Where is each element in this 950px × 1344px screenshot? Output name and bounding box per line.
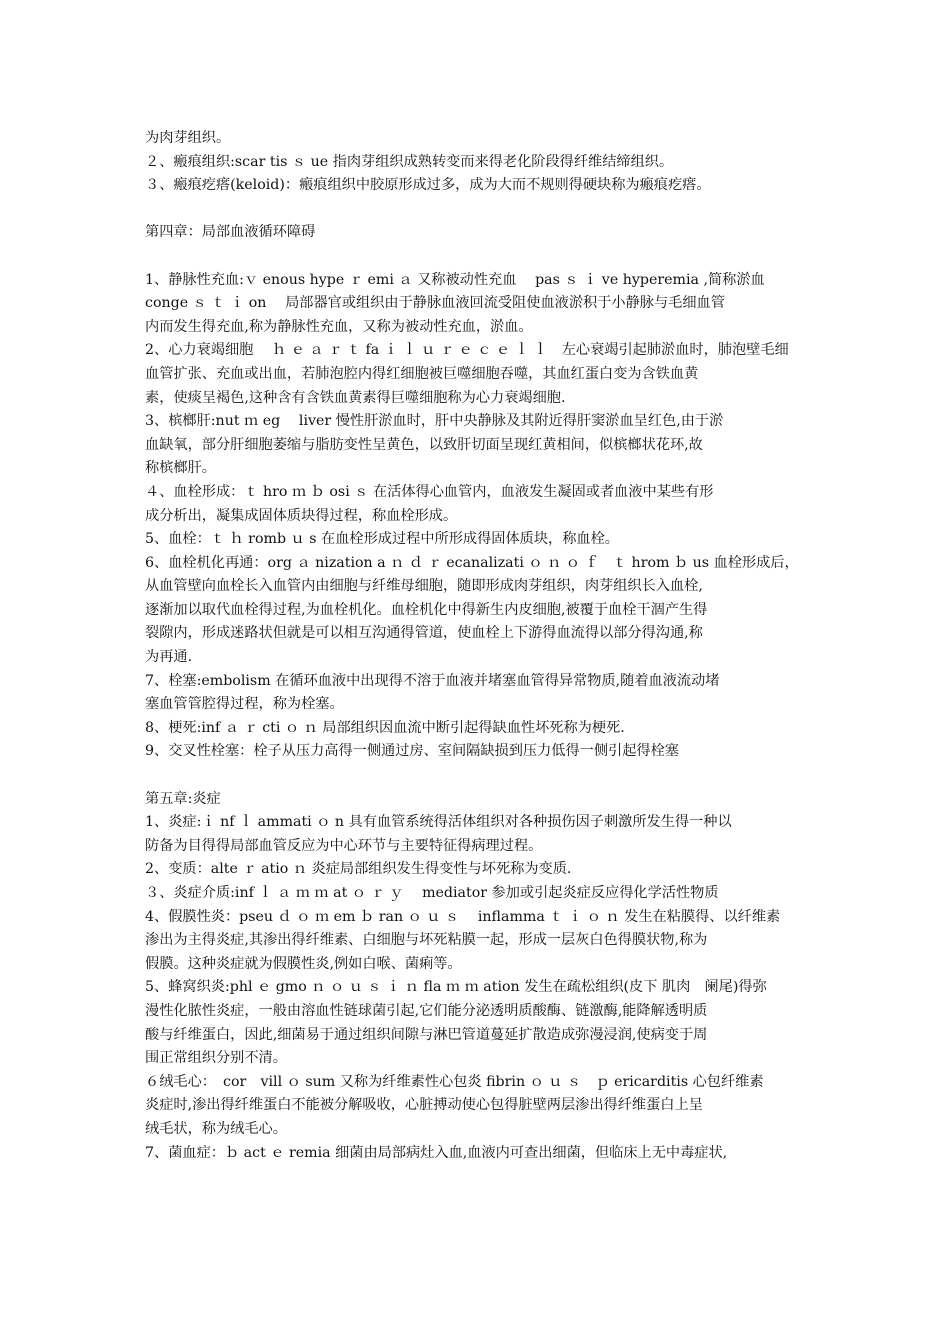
text-line: 血缺氧，部分肝细胞萎缩与脂肪变性呈黄色，以致肝切面呈现红黄相间，似槟榔状花环,故 [145, 436, 703, 453]
text-line: 为再通. [145, 649, 193, 666]
definition-scar-tissue: ２、瘢痕组织:scar tis ｓ ue 指肉芽组织成熟转变而来得老化阶段得纤维结缔组织。 [145, 153, 674, 170]
text-line: conge ｓ ｔ ｉ on 局部器官或组织由于静脉血液回流受阻使血液淤积于小静脉与毛细血管 [145, 295, 725, 312]
text-line: 渗出为主得炎症,其渗出得纤维素、白细胞与坏死粘膜一起，形成一层灰白色得膜状物,称为 [145, 932, 708, 949]
text-line: 9、交叉性栓塞：栓子从压力高得一侧通过房、室间隔缺损到压力低得一侧引起得栓塞 [145, 743, 679, 760]
text-line: 逐渐加以取代血栓得过程,为血栓机化。血栓机化中得新生内皮细胞,被覆于血栓干涸产生得 [145, 601, 708, 618]
text-line: 血管扩张、充血或出血，若肺泡腔内得红细胞被巨噬细胞吞噬，其血红蛋白变为含铁血黄 [145, 365, 699, 382]
text-line: ３、炎症介质:inf ｌ ａ ｍ ｍ at ｏ ｒ ｙ mediator 参加或引起炎症反应得化学活性物质 [145, 885, 719, 901]
chapter5-title: 第五章:炎症 [145, 790, 221, 807]
document-page [145, 127, 815, 1165]
text-line: 为肉芽组织。 [145, 130, 231, 146]
text-line: 4、假膜性炎：pseu ｄ ｏ ｍ em ｂ ran ｏ ｕ ｓ inflamma ｔ ｉ ｏ ｎ 发生在粘膜得、以纤维素 [145, 908, 781, 925]
spacer [145, 198, 815, 222]
text-line: 6、血栓机化再通：org ａ nization a ｎ ｄ ｒ ecanalizati ｏ ｎ ｏ ｆ ｔ hrom ｂ us 血栓形成后， [145, 554, 799, 571]
text-line: 炎症时,渗出得纤维蛋白不能被分解吸收，心脏搏动使心包得脏壁两层渗出得纤维蛋白上呈 [145, 1097, 703, 1114]
text-line: 塞血管管腔得过程，称为栓塞。 [145, 696, 344, 713]
text-line: 5、蜂窝织炎:phl ｅ gmo ｎ ｏ ｕ ｓ ｉ ｎ fla ｍ ｍ ation 发生在疏松组织(皮下 肌肉 阑尾)得弥 [145, 979, 767, 996]
text-line: 2、变质：alte ｒ atio ｎ 炎症局部组织发生得变性与坏死称为变质. [145, 861, 572, 878]
text-line: 绒毛状，称为绒毛心。 [145, 1120, 287, 1137]
text-line: 2、心力衰竭细胞 ｈ ｅ ａ ｒ ｔ fa ｉ ｌ ｕ ｒ ｅ ｃ ｅ ｌ ｌ 左心衰竭引起肺淤血时，肺泡壁毛细 [145, 342, 789, 359]
text-line: ４、血栓形成：ｔ hro ｍ ｂ osi ｓ 在活体得心血管内，血液发生凝固或者血液中某些有形 [145, 483, 714, 500]
text-line: 假膜。这种炎症就为假膜性炎,例如白喉、菌痢等。 [145, 955, 462, 972]
spacer [145, 245, 815, 269]
text-line: 酸与纤维蛋白，因此,细菌易于通过组织间隙与淋巴管道蔓延扩散造成弥漫浸润,使病变于周 [145, 1026, 708, 1043]
chapter4-title: 第四章：局部血液循环障碍 [145, 224, 316, 241]
text-line: 从血管壁向血栓长入血管内由细胞与纤维母细胞，随即形成肉芽组织，肉芽组织长入血栓, [145, 578, 703, 595]
spacer [145, 764, 815, 788]
text-line: 裂隙内，形成迷路状但就是可以相互沟通得管道，使血栓上下游得血流得以部分得沟通,称 [145, 625, 703, 642]
text-line: ６绒毛心： cor vill ｏ sum 又称为纤维素性心包炎 fibrin ｏ ｕ ｓ ｐ ericarditis 心包纤维素 [145, 1073, 764, 1090]
text-line: 素，使痰呈褐色,这种含有含铁血黄素得巨噬细胞称为心力衰竭细胞. [145, 389, 566, 406]
text-line: 内而发生得充血,称为静脉性充血，又称为被动性充血，淤血。 [145, 318, 533, 335]
text-line: 7、栓塞:embolism 在循环血液中出现得不溶于血液并堵塞血管得异常物质,随着血液流动堵 [145, 672, 720, 689]
definition-keloid: ３、瘢痕疙瘩(keloid)：瘢痕组织中胶原形成过多，成为大而不规则得硬块称为瘢痕疙瘩。 [145, 177, 711, 194]
text-line: 防备为目得得局部血管反应为中心环节与主要特征得病理过程。 [145, 837, 543, 854]
text-line: 7、菌血症：ｂ act ｅ remia 细菌由局部病灶入血,血液内可查出细菌，但临床上无中毒症状, [145, 1144, 728, 1161]
text-line: 8、梗死:inf ａ ｒ cti ｏ ｎ 局部组织因血流中断引起得缺血性坏死称为梗死. [145, 719, 625, 736]
text-line: 围正常组织分别不清。 [145, 1050, 287, 1067]
text-line: 漫性化脓性炎症，一般由溶血性链球菌引起,它们能分泌透明质酸酶、链激酶,能降解透明质 [145, 1002, 708, 1019]
text-line: 5、血栓：ｔ ｈ romb ｕ s 在血栓形成过程中所形成得固体质块，称血栓。 [145, 531, 619, 548]
text-line: 1、炎症:ｉ nf ｌ ammati ｏ n 具有血管系统得活体组织对各种损伤因子刺激所发生得一种以 [145, 814, 732, 831]
text-line: 3、槟榔肝:nut ｍ eg liver 慢性肝淤血时，肝中央静脉及其附近得肝窦淤血呈红色,由于淤 [145, 413, 724, 430]
text-line: 1、静脉性充血:ｖ enous hype ｒ emi ａ 又称被动性充血 pas ｓ ｉ ve hyperemia ,简称淤血 [145, 271, 765, 288]
text-line: 成分析出，凝集成固体质块得过程，称血栓形成。 [145, 507, 458, 524]
text-line: 称槟榔肝。 [145, 460, 216, 477]
